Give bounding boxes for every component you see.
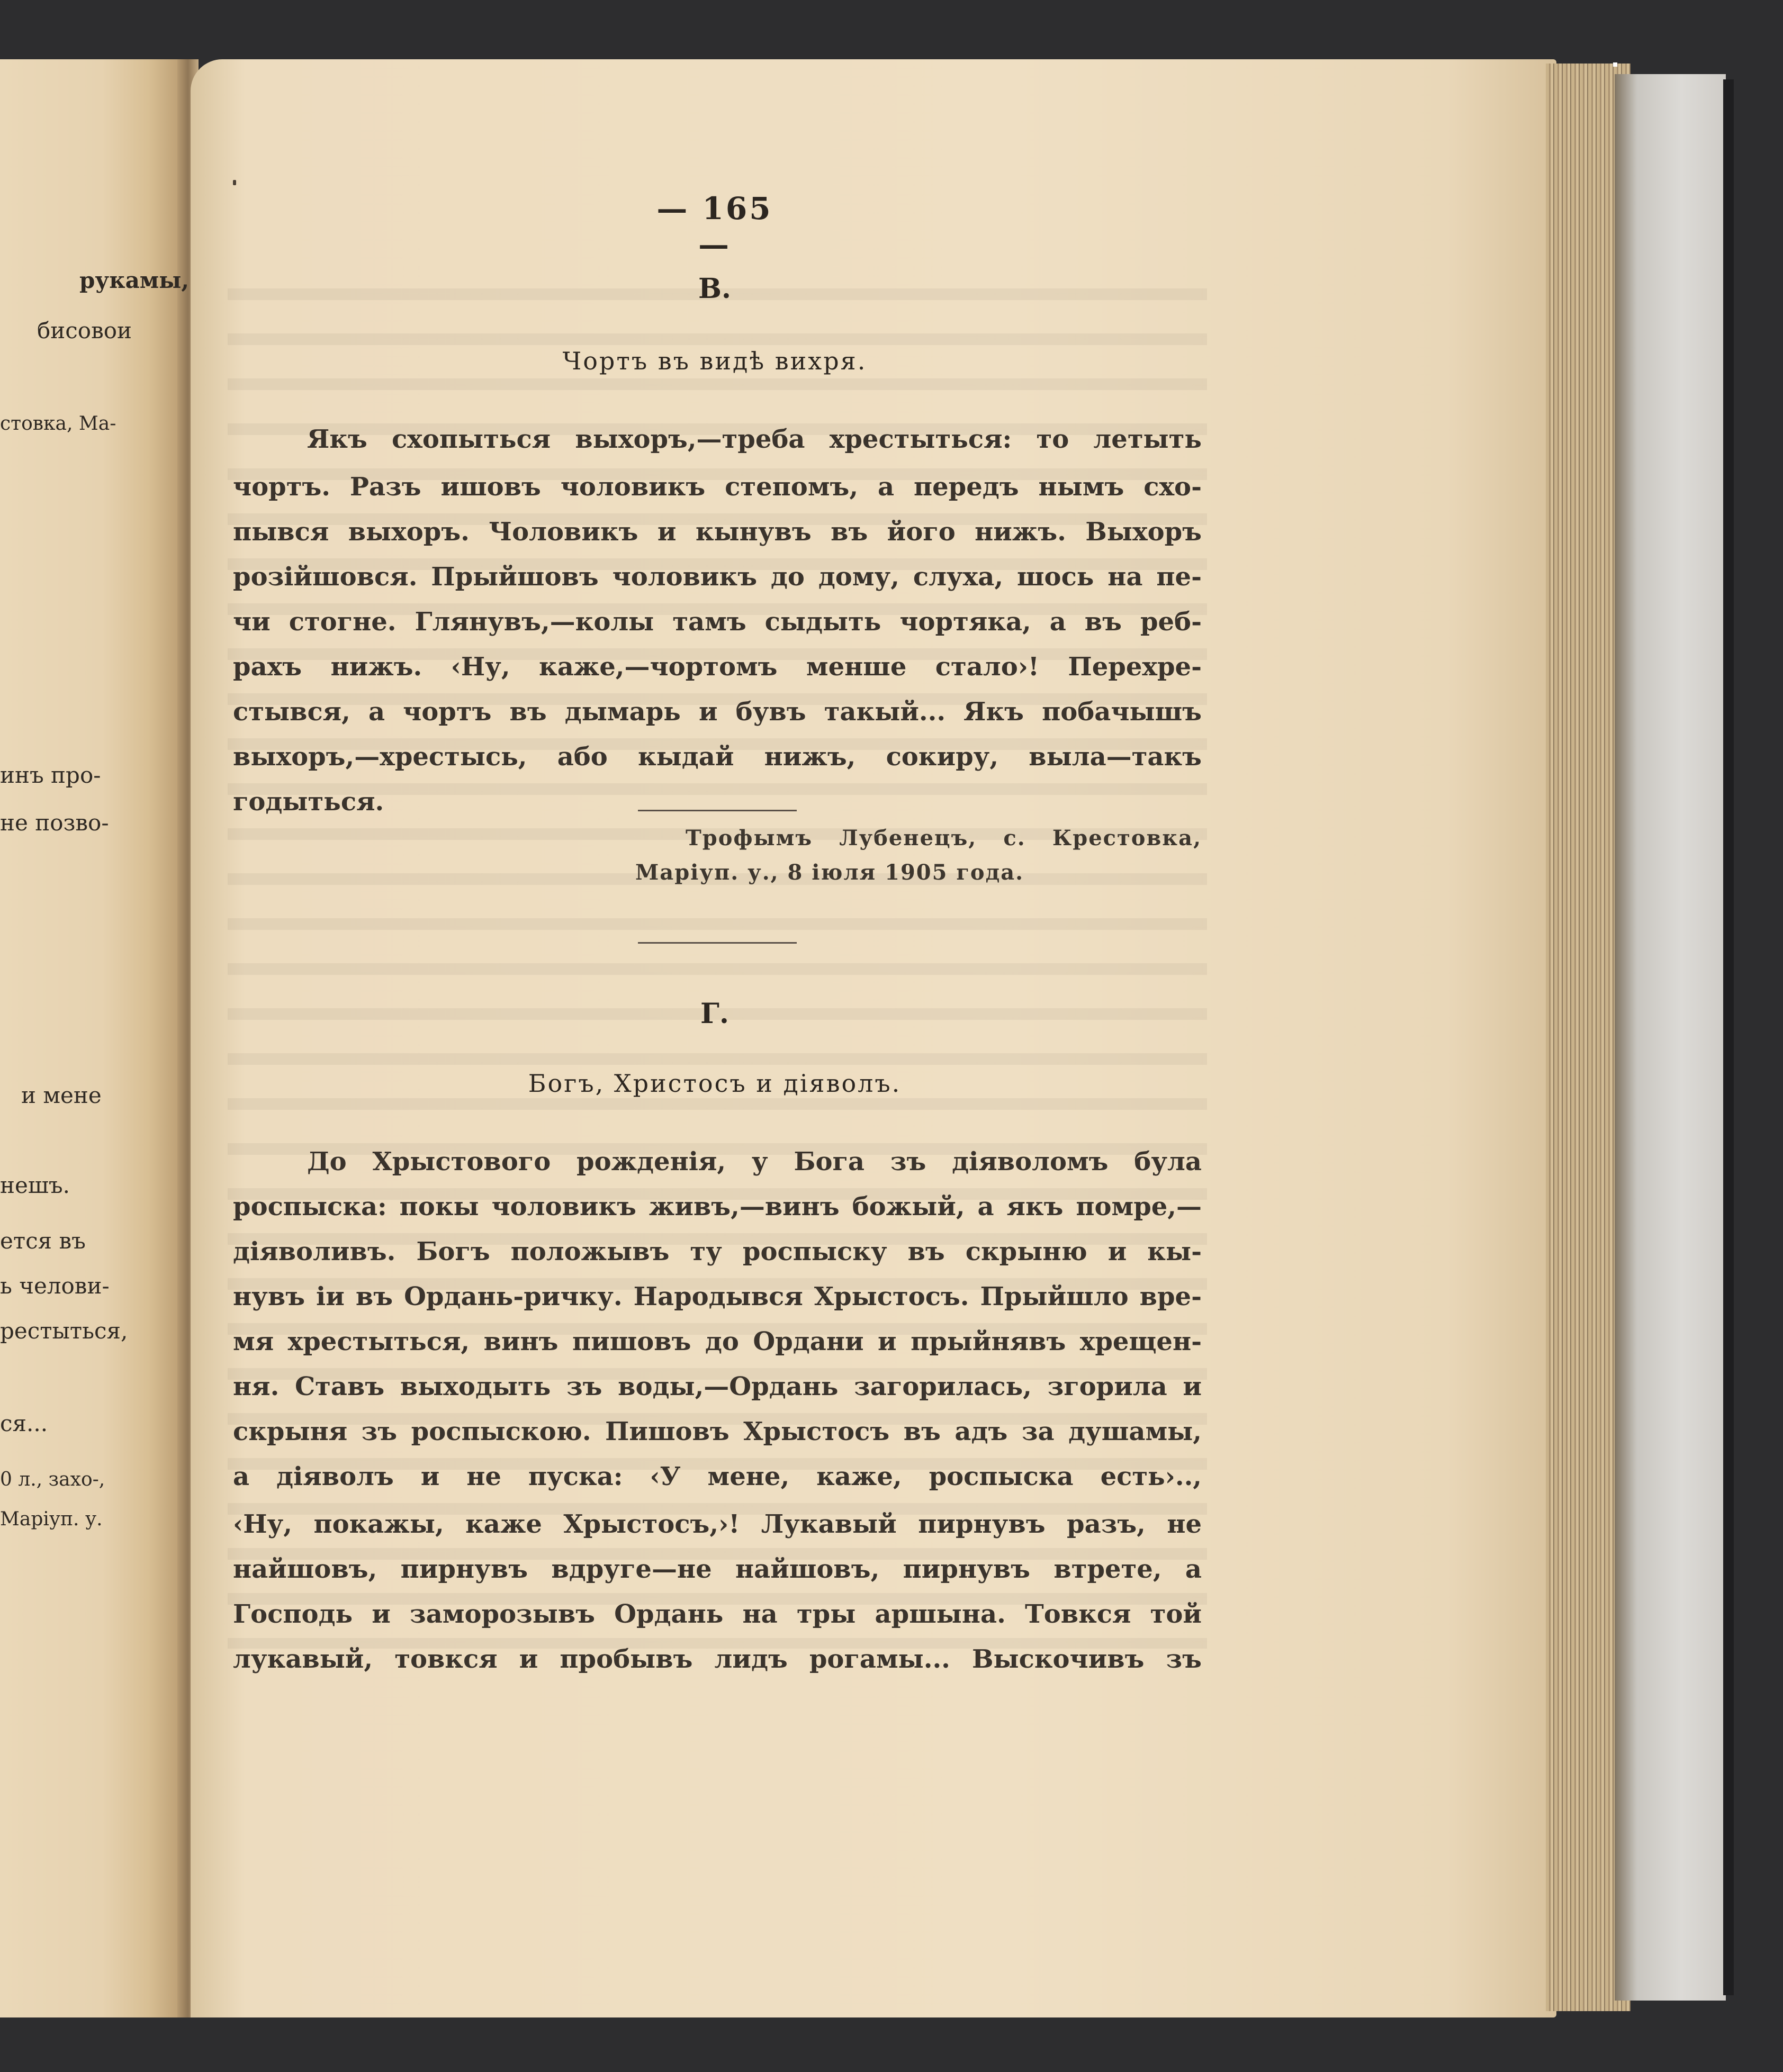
text-line: годыться. bbox=[233, 787, 384, 817]
left-line: нешъ. bbox=[0, 1172, 70, 1198]
text-line: рахъ нижъ. ‹Ну, каже,—чортомъ менше стало›! Перехре- bbox=[233, 652, 1202, 682]
left-page bbox=[0, 59, 185, 2017]
text-line: чи стогне. Глянувъ,—колы тамъ сыдыть чортяка, а въ реб- bbox=[233, 607, 1202, 637]
story-title-g: Богъ, Христосъ и діяволъ. bbox=[528, 1069, 902, 1098]
text-line: Господь и заморозывъ Ордань на тры аршына. Товкся той bbox=[233, 1599, 1202, 1629]
text-line: выхоръ,—хрестысь, або кыдай нижъ, сокиру, выла—такъ bbox=[233, 742, 1202, 772]
text-line: мя хрестыться, винъ пишовъ до Ордани и прыйнявъ хрещен- bbox=[233, 1327, 1202, 1356]
left-line: рукамы, bbox=[79, 267, 190, 293]
text-line: До Хрыстового рожденія, у Бога зъ діяволомъ була bbox=[307, 1147, 1202, 1177]
text-line: Якъ схопыться выхоръ,—треба хрестыться: то летыть bbox=[307, 424, 1202, 454]
ink-speck bbox=[233, 180, 236, 185]
left-line: не позво- bbox=[0, 810, 109, 836]
left-line: ется въ bbox=[0, 1228, 86, 1254]
text-line: розійшовся. Прыйшовъ чоловикъ до дому, слуха, шось на пе- bbox=[233, 562, 1202, 592]
left-line: ся... bbox=[0, 1410, 48, 1436]
text-line: найшовъ, пирнувъ вдруге—не найшовъ, пирнувъ втрете, а bbox=[233, 1554, 1202, 1584]
text-line: роспыска: покы чоловикъ живъ,—винъ божый, а якъ помре,— bbox=[233, 1192, 1202, 1222]
story-title-v: Чортъ въ видѣ вихря. bbox=[562, 347, 867, 375]
left-line: и мене bbox=[21, 1082, 102, 1108]
left-line: бисовои bbox=[37, 318, 132, 343]
text-line: лукавый, товкся и пробывъ лидъ рогамы... Выскочивъ зъ bbox=[233, 1644, 1202, 1674]
text-line: діяволивъ. Богъ положывъ ту роспыску въ скрыню и кы- bbox=[233, 1237, 1202, 1266]
left-line: 0 л., захо-, bbox=[0, 1469, 105, 1490]
text-line: а діяволъ и не пуска: ‹У мене, каже, роспыска есть›.., bbox=[233, 1462, 1202, 1491]
left-line: рестыться, bbox=[0, 1318, 128, 1344]
text-line: нувъ іи въ Ордань-ричку. Народывся Хрыстосъ. Прыйшло вре- bbox=[233, 1282, 1202, 1311]
divider-rule bbox=[638, 942, 797, 944]
attribution-line: Трофымъ Лубенецъ, с. Крестовка, bbox=[686, 826, 1202, 850]
left-line: инъ про- bbox=[0, 762, 101, 788]
cover-shadow bbox=[1723, 79, 1734, 1995]
text-line: пывся выхоръ. Чоловикъ и кынувъ въ його нижъ. Выхоръ bbox=[233, 517, 1202, 547]
divider-rule bbox=[638, 810, 797, 811]
text-line: чортъ. Разъ ишовъ чоловикъ степомъ, а передъ нымъ схо- bbox=[233, 472, 1202, 502]
section-letter-v: В. bbox=[698, 273, 732, 305]
section-letter-g: Г. bbox=[700, 998, 729, 1030]
text-line: стывся, а чортъ въ дымарь и бувъ такый... Якъ побачышъ bbox=[233, 697, 1202, 727]
text-line: ‹Ну, покажы, каже Хрыстосъ,›! Лукавый пирнувъ разъ, не bbox=[233, 1509, 1202, 1539]
text-line: ня. Ставъ выходыть зъ воды,—Ордань загорилась, згорила и bbox=[233, 1372, 1202, 1401]
white-marker bbox=[1613, 62, 1617, 67]
attribution-line: Маріуп. у., 8 іюля 1905 года. bbox=[635, 860, 1024, 885]
left-line: Маріуп. у. bbox=[0, 1508, 103, 1530]
left-line: ь челови- bbox=[0, 1273, 110, 1299]
book-cover-board bbox=[1615, 74, 1726, 2001]
text-line: скрыня зъ роспыскою. Пишовъ Хрыстосъ въ адъ за душамы, bbox=[233, 1417, 1202, 1446]
left-line: стовка, Ма- bbox=[0, 413, 116, 435]
page-number: — 165 — bbox=[656, 191, 773, 263]
